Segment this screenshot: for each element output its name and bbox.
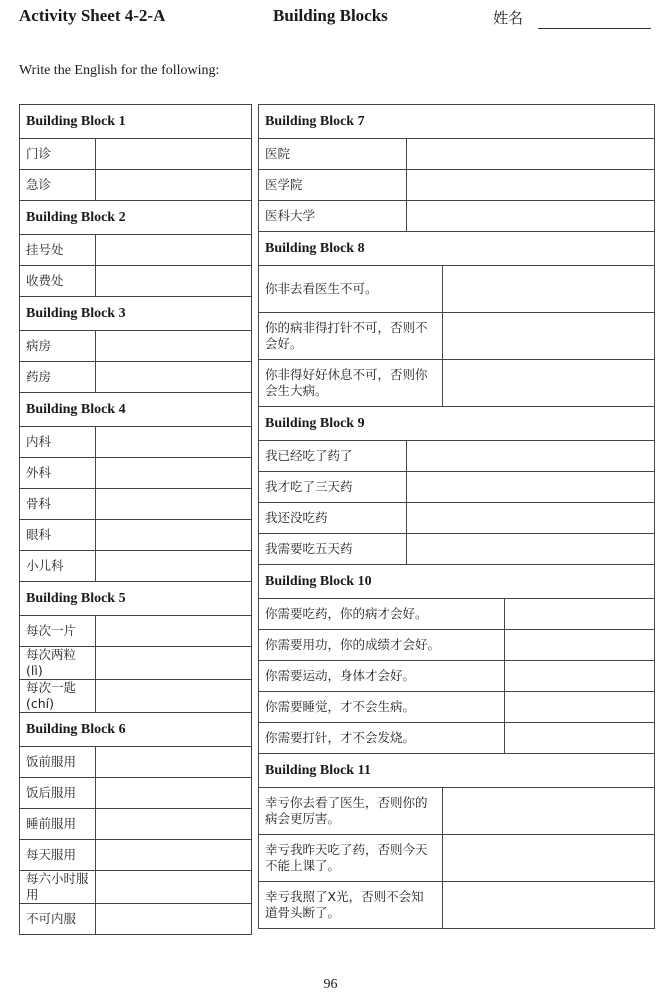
table-row <box>259 835 655 882</box>
table-row <box>20 647 252 680</box>
english-answer-cell[interactable] <box>96 458 252 489</box>
table-row <box>20 458 252 489</box>
left-worksheet-table <box>19 104 252 935</box>
english-answer-cell[interactable] <box>96 840 252 871</box>
page-header <box>19 6 651 30</box>
chinese-term: 眼科 <box>20 520 96 551</box>
chinese-term: 我才吃了三天药 <box>259 472 407 502</box>
sheet-title: Activity Sheet 4-2-A <box>19 6 166 25</box>
english-answer-cell[interactable] <box>96 139 252 170</box>
chinese-term: 你需要运动，身体才会好。 <box>259 661 505 691</box>
table-row <box>20 904 252 935</box>
table-row <box>20 139 252 170</box>
table-row <box>20 871 252 904</box>
english-answer-cell[interactable] <box>505 692 654 722</box>
table-row <box>259 266 655 313</box>
chinese-term: 饭后服用 <box>20 778 96 809</box>
name-label: 姓名 <box>493 9 524 27</box>
english-answer-cell[interactable] <box>96 680 252 713</box>
table-row <box>259 534 655 565</box>
table-row <box>259 723 655 754</box>
table-row <box>20 266 252 297</box>
building-block-title: Building Block 7 <box>259 105 655 139</box>
table-row <box>20 809 252 840</box>
english-answer-cell[interactable] <box>505 599 654 629</box>
table-row <box>259 882 655 929</box>
chinese-term: 小儿科 <box>20 551 96 582</box>
english-answer-cell[interactable] <box>505 723 654 753</box>
chinese-term: 急诊 <box>20 170 96 201</box>
chinese-term: 每次一匙(chí) <box>20 680 96 713</box>
building-block-title: Building Block 6 <box>20 713 252 747</box>
english-answer-cell[interactable] <box>96 904 252 935</box>
table-row <box>20 747 252 778</box>
english-answer-cell[interactable] <box>407 534 654 564</box>
table-row <box>20 362 252 393</box>
building-block-title: Building Block 4 <box>20 393 252 427</box>
table-row <box>20 489 252 520</box>
chinese-term: 每次两粒(lì) <box>20 647 96 680</box>
chinese-term: 幸亏我昨天吃了药，否则今天不能上课了。 <box>259 835 443 881</box>
building-block-title: Building Block 11 <box>259 754 655 788</box>
table-row <box>259 360 655 407</box>
english-answer-cell[interactable] <box>96 520 252 551</box>
chinese-term: 你的病非得打针不可，否则不会好。 <box>259 313 443 359</box>
building-block-title: Building Block 10 <box>259 565 655 599</box>
english-answer-cell[interactable] <box>443 882 654 928</box>
table-row <box>259 599 655 630</box>
english-answer-cell[interactable] <box>96 266 252 297</box>
english-answer-cell[interactable] <box>96 809 252 840</box>
english-answer-cell[interactable] <box>443 835 654 881</box>
english-answer-cell[interactable] <box>443 313 654 359</box>
chinese-term: 外科 <box>20 458 96 489</box>
english-answer-cell[interactable] <box>407 201 654 231</box>
page-number: 96 <box>323 977 338 992</box>
chinese-term: 我需要吃五天药 <box>259 534 407 564</box>
english-answer-cell[interactable] <box>96 747 252 778</box>
english-answer-cell[interactable] <box>407 503 654 533</box>
english-answer-cell[interactable] <box>96 170 252 201</box>
table-row <box>20 551 252 582</box>
table-row <box>259 201 655 232</box>
english-answer-cell[interactable] <box>407 139 654 169</box>
chinese-term: 你需要用功，你的成绩才会好。 <box>259 630 505 660</box>
english-answer-cell[interactable] <box>96 551 252 582</box>
table-row <box>259 441 655 472</box>
building-block-title: Building Block 3 <box>20 297 252 331</box>
chinese-term: 幸亏你去看了医生，否则你的病会更厉害。 <box>259 788 443 834</box>
english-answer-cell[interactable] <box>407 472 654 502</box>
table-row <box>20 331 252 362</box>
building-block-title: Building Block 2 <box>20 201 252 235</box>
table-row <box>259 661 655 692</box>
english-answer-cell[interactable] <box>505 661 654 691</box>
table-row <box>259 630 655 661</box>
chinese-term: 门诊 <box>20 139 96 170</box>
chinese-term: 你非去看医生不可。 <box>259 266 443 312</box>
english-answer-cell[interactable] <box>96 331 252 362</box>
table-row <box>20 170 252 201</box>
chinese-term: 睡前服用 <box>20 809 96 840</box>
english-answer-cell[interactable] <box>96 362 252 393</box>
chinese-term: 药房 <box>20 362 96 393</box>
chinese-term: 内科 <box>20 427 96 458</box>
english-answer-cell[interactable] <box>96 427 252 458</box>
table-row <box>259 139 655 170</box>
table-row <box>259 472 655 503</box>
table-row <box>20 840 252 871</box>
chinese-term: 医院 <box>259 139 407 169</box>
table-row <box>20 680 252 713</box>
table-row <box>20 778 252 809</box>
table-row <box>20 427 252 458</box>
chinese-term: 骨科 <box>20 489 96 520</box>
chinese-term: 幸亏我照了X光，否则不会知道骨头断了。 <box>259 882 443 928</box>
building-block-title: Building Block 9 <box>259 407 655 441</box>
english-answer-cell[interactable] <box>96 489 252 520</box>
table-row <box>259 692 655 723</box>
english-answer-cell[interactable] <box>96 778 252 809</box>
chinese-term: 不可内服 <box>20 904 96 935</box>
chinese-term: 医学院 <box>259 170 407 200</box>
chinese-term: 饭前服用 <box>20 747 96 778</box>
building-block-title: Building Block 5 <box>20 582 252 616</box>
chinese-term: 我还没吃药 <box>259 503 407 533</box>
chinese-term: 医科大学 <box>259 201 407 231</box>
chinese-term: 挂号处 <box>20 235 96 266</box>
chinese-term: 你需要打针，才不会发烧。 <box>259 723 505 753</box>
chinese-term: 病房 <box>20 331 96 362</box>
table-row <box>259 313 655 360</box>
table-row <box>259 788 655 835</box>
building-block-title: Building Block 1 <box>20 105 252 139</box>
chinese-term: 每六小时服用 <box>20 871 96 904</box>
sheet-topic: Building Blocks <box>273 6 388 25</box>
english-answer-cell[interactable] <box>407 170 654 200</box>
chinese-term: 收费处 <box>20 266 96 297</box>
english-answer-cell[interactable] <box>96 871 252 904</box>
table-row <box>259 170 655 201</box>
table-row <box>20 616 252 647</box>
english-answer-cell[interactable] <box>96 647 252 680</box>
table-row <box>259 503 655 534</box>
chinese-term: 你非得好好休息不可，否则你会生大病。 <box>259 360 443 406</box>
right-worksheet-table <box>258 104 655 929</box>
chinese-term: 你需要睡觉，才不会生病。 <box>259 692 505 722</box>
table-row <box>20 520 252 551</box>
name-blank-line[interactable] <box>538 28 651 29</box>
english-answer-cell[interactable] <box>96 616 252 647</box>
chinese-term: 你需要吃药，你的病才会好。 <box>259 599 505 629</box>
building-block-title: Building Block 8 <box>259 232 655 266</box>
table-row <box>20 235 252 266</box>
english-answer-cell[interactable] <box>443 788 654 834</box>
english-answer-cell[interactable] <box>443 360 654 406</box>
chinese-term: 每天服用 <box>20 840 96 871</box>
english-answer-cell[interactable] <box>505 630 654 660</box>
english-answer-cell[interactable] <box>407 441 654 471</box>
instruction-text: Write the English for the following: <box>19 63 220 78</box>
english-answer-cell[interactable] <box>443 266 654 312</box>
chinese-term: 每次一片 <box>20 616 96 647</box>
chinese-term: 我已经吃了药了 <box>259 441 407 471</box>
english-answer-cell[interactable] <box>96 235 252 266</box>
